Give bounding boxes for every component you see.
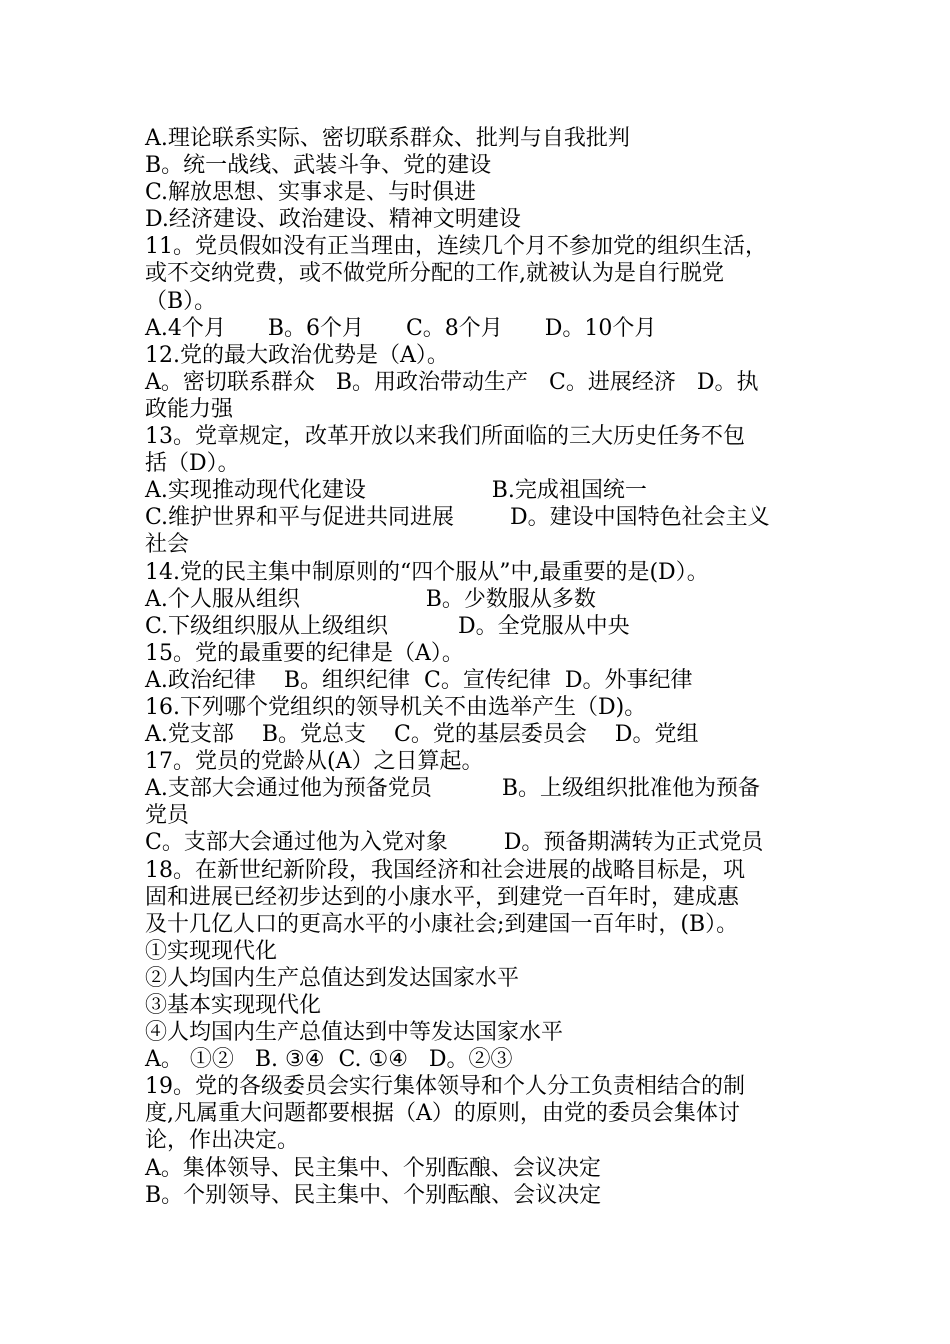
text-line: 括（D）。 [145,451,240,477]
text-line: 18。在新世纪新阶段，我国经济和社会进展的战略目标是，巩 [145,857,745,883]
text-line: 19。党的各级委员会实行集体领导和个人分工负责相结合的制 [145,1074,745,1100]
text-line: A。密切联系群众 B。用政治带动生产 C。进展经济 D。执 [145,369,759,395]
text-line: 12.党的最大政治优势是（A）。 [145,342,449,368]
text-line: 固和进展已经初步达到的小康水平，到建党一百年时，建成惠 [145,884,740,910]
text-line: 及十几亿人口的更高水平的小康社会;到建国一百年时，(B）。 [145,911,739,937]
text-line: 论，作出决定。 [145,1128,300,1154]
text-line: C.维护世界和平与促进共同进展 D。建设中国特色社会主义 [145,505,770,531]
text-line: 14.党的民主集中制原则的“四个服从”中,最重要的是(D）。 [145,559,709,585]
text-line: 政能力强 [145,396,234,422]
text-line: ④人均国内生产总值达到中等发达国家水平 [145,1020,564,1046]
text-line: （B）。 [145,288,217,314]
text-line: 11。党员假如没有正当理由，连续几个月不参加党的组织生活， [145,234,767,260]
text-line: C.解放思想、实事求是、与时俱进 [145,180,477,206]
text-line: 社会 [145,532,190,558]
text-line: 15。党的最重要的纪律是（A）。 [145,640,464,666]
text-line: B。统一战线、武装斗争、党的建设 [145,153,492,179]
text-line: 17。党员的党龄从(A）之日算起。 [145,749,484,775]
document-body [145,125,815,1209]
text-line: A.实现推动现代化建设 B.完成祖国统一 [145,478,647,504]
text-line: 党员 [145,803,190,829]
text-line: A.4个月 B。6个月 C。8个月 D。10个月 [145,315,657,341]
text-line: ①实现现代化 [145,938,278,964]
text-line: A.党支部 B。党总支 C。党的基层委员会 D。党组 [145,722,699,748]
text-line: 或不交纳党费，或不做党所分配的工作,就被认为是自行脱党 [145,261,724,287]
text-line: B。个别领导、民主集中、个别酝酿、会议决定 [145,1182,602,1208]
text-line: A.个人服从组织 B。少数服从多数 [145,586,596,612]
text-line: 13。党章规定，改革开放以来我们所面临的三大历史任务不包 [145,424,745,450]
text-line: C.下级组织服从上级组织 D。全党服从中央 [145,613,630,639]
text-line: A。集体领导、民主集中、个别酝酿、会议决定 [145,1155,601,1181]
text-line: A.政治纪律 B。组织纪律 C。宣传纪律 D。外事纪律 [145,667,693,693]
text-line: A.理论联系实际、密切联系群众、批判与自我批判 [145,126,630,151]
text-line: D.经济建设、政治建设、精神文明建设 [145,207,521,233]
text-line: 16.下列哪个党组织的领导机关不由选举产生（D)。 [145,694,647,720]
text-line: ②人均国内生产总值达到发达国家水平 [145,965,520,991]
text-line: A。 ①② B. ③④ C. ①④ D。②③ [145,1047,513,1073]
text-line: A.支部大会通过他为预备党员 B。上级组织批准他为预备 [145,776,760,802]
text-line: C。支部大会通过他为入党对象 D。预备期满转为正式党员 [145,830,764,856]
text-line: ③基本实现现代化 [145,993,322,1018]
text-line: 度,凡属重大问题都要根据（A）的原则，由党的委员会集体讨 [145,1101,740,1127]
